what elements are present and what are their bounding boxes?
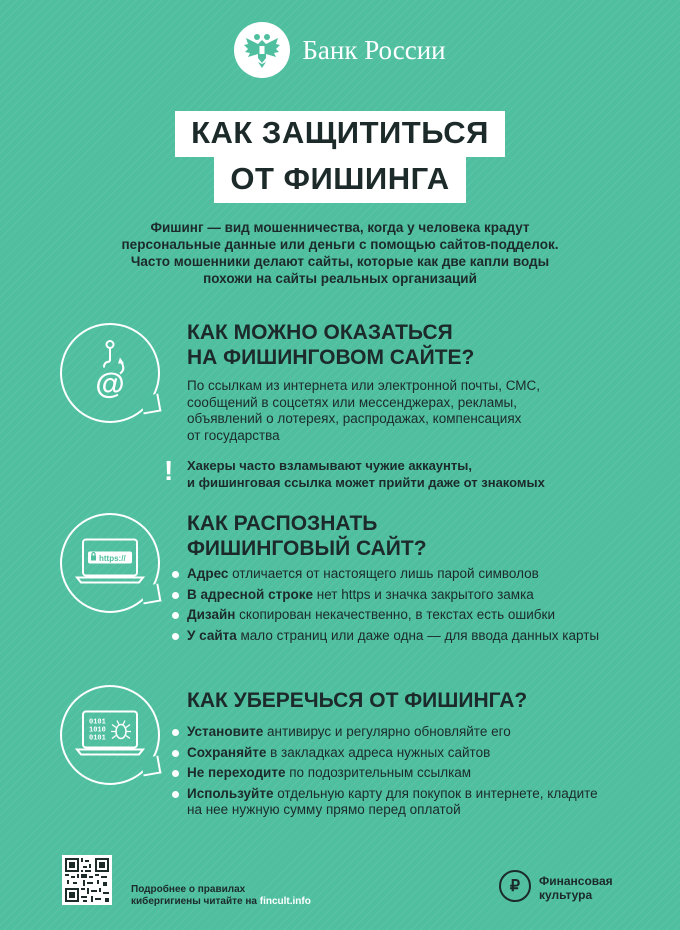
footer-note-line: Подробнее о правилах: [131, 884, 246, 895]
title-line-2: ОТ ФИШИНГА: [214, 157, 465, 203]
list-item-bold: У сайта: [187, 627, 237, 643]
bullet-icon: [172, 791, 179, 798]
bubble-tail: [141, 394, 162, 415]
list-item-text: отдельную карту для покупок в интернете, кладите на нее нужную сумму прямо перед оплатой: [187, 785, 598, 817]
list-item-bold: Установите: [187, 724, 264, 739]
list-item-text: нет https и значка закрытого замка: [313, 586, 534, 602]
warning-line: и фишинговая ссылка может прийти даже от знакомых: [187, 474, 545, 490]
list-item-text: мало страниц или даже одна — для ввода данных карты: [236, 627, 600, 643]
bullet-icon: [172, 592, 179, 599]
header: [0, 22, 680, 78]
exclamation-icon: !: [164, 455, 174, 486]
bullet-icon: [172, 770, 179, 777]
warning-line: Хакеры часто взламывают чужие аккаунты,: [187, 458, 472, 473]
list-item-text: по подозрительным ссылкам: [285, 765, 472, 780]
intro-line: похожи на сайты реальных организаций: [203, 271, 477, 286]
page-title: [0, 111, 680, 203]
bullet-icon: [172, 612, 179, 619]
list-item: [169, 765, 609, 782]
https-text: https://: [99, 554, 126, 563]
binary-line: 1010: [89, 726, 106, 735]
hook-at-icon: [82, 340, 138, 407]
list-item-bold: Дизайн: [187, 607, 236, 622]
list-item-bold: Не переходите: [187, 765, 286, 780]
footer-note-line: [131, 896, 311, 908]
footer-note: [131, 884, 311, 908]
binary-line: 0101: [89, 718, 106, 727]
laptop-bug-icon: [75, 708, 145, 763]
footer-note-text: кибергигиены читайте на: [131, 896, 260, 907]
list-item-text: антивирус и регулярно обновляйте его: [263, 724, 511, 739]
list-item: [169, 607, 609, 624]
qr-code[interactable]: [62, 855, 112, 905]
laptop-bug-bubble-icon: [60, 685, 160, 785]
intro-line: Часто мошенники делают сайты, которые как две капли воды: [130, 254, 550, 269]
section-2-title: [187, 511, 427, 561]
list-item-text: скопирован некачественно, в текстах есть ошибки: [235, 607, 555, 622]
list-item-bold: Используйте: [187, 785, 274, 801]
list-item-bold: Сохраняйте: [187, 744, 267, 760]
section-2-list: [169, 566, 609, 648]
section-2-title-line: ФИШИНГОВЫЙ САЙТ?: [187, 537, 427, 560]
section-1-text: [187, 378, 607, 444]
section-1-text-line: сообщений в соцсетях или мессенджерах, рекламы,: [187, 394, 517, 410]
fincult-logo-text: [539, 874, 613, 902]
section-1-text-line: от государства: [187, 427, 280, 443]
bank-name: Банк России: [302, 34, 446, 65]
eagle-emblem-icon: [234, 22, 290, 78]
section-1-title: [187, 320, 474, 370]
section-1-text-line: объявлений о лотереях, распродажах, компенсациях: [187, 411, 522, 426]
laptop-https-icon: [75, 536, 145, 591]
list-item-text: в закладках адреса нужных сайтов: [266, 744, 491, 760]
list-item-bold: В адресной строке: [187, 586, 313, 602]
section-1-warning: [187, 458, 607, 491]
intro-line: Фишинг — вид мошенничества, когда у человека крадут: [150, 220, 530, 235]
fincult-link[interactable]: fincult.info: [259, 896, 311, 907]
list-item: [169, 786, 609, 819]
section-3-list: [169, 724, 609, 823]
binary-line: 0101: [89, 734, 106, 743]
bullet-icon: [172, 633, 179, 640]
bullet-icon: [172, 571, 179, 578]
fk-line: Финансовая: [539, 874, 613, 888]
section-3-title: КАК УБЕРЕЧЬСЯ ОТ ФИШИНГА?: [187, 689, 528, 712]
hook-at-bubble-icon: [60, 323, 160, 423]
list-item: [169, 724, 609, 741]
list-item-bold: Адрес: [187, 566, 229, 581]
section-1-title-line: КАК МОЖНО ОКАЗАТЬСЯ: [187, 321, 453, 344]
list-item: [169, 587, 609, 604]
bullet-icon: [172, 750, 179, 757]
intro-line: персональные данные или деньги с помощью сайтов-подделок.: [121, 237, 559, 252]
section-1-text-line: По ссылкам из интернета или электронной почты, СМС,: [187, 378, 541, 393]
bullet-icon: [172, 729, 179, 736]
section-1-title-line: НА ФИШИНГОВОМ САЙТЕ?: [187, 346, 475, 369]
title-line-1: КАК ЗАЩИТИТЬСЯ: [175, 111, 505, 157]
laptop-bubble-icon: [60, 513, 160, 613]
intro-paragraph: [80, 219, 600, 287]
ruble-icon: ₽: [499, 870, 531, 902]
svg-text:@: @: [95, 367, 125, 401]
list-item-text: отличается от настоящего лишь парой символов: [228, 566, 539, 581]
bank-logo: [234, 22, 445, 78]
list-item: [169, 566, 609, 583]
list-item: [169, 745, 609, 762]
fk-line: культура: [539, 888, 593, 902]
section-2-title-line: КАК РАСПОЗНАТЬ: [187, 512, 378, 535]
list-item: [169, 628, 609, 645]
